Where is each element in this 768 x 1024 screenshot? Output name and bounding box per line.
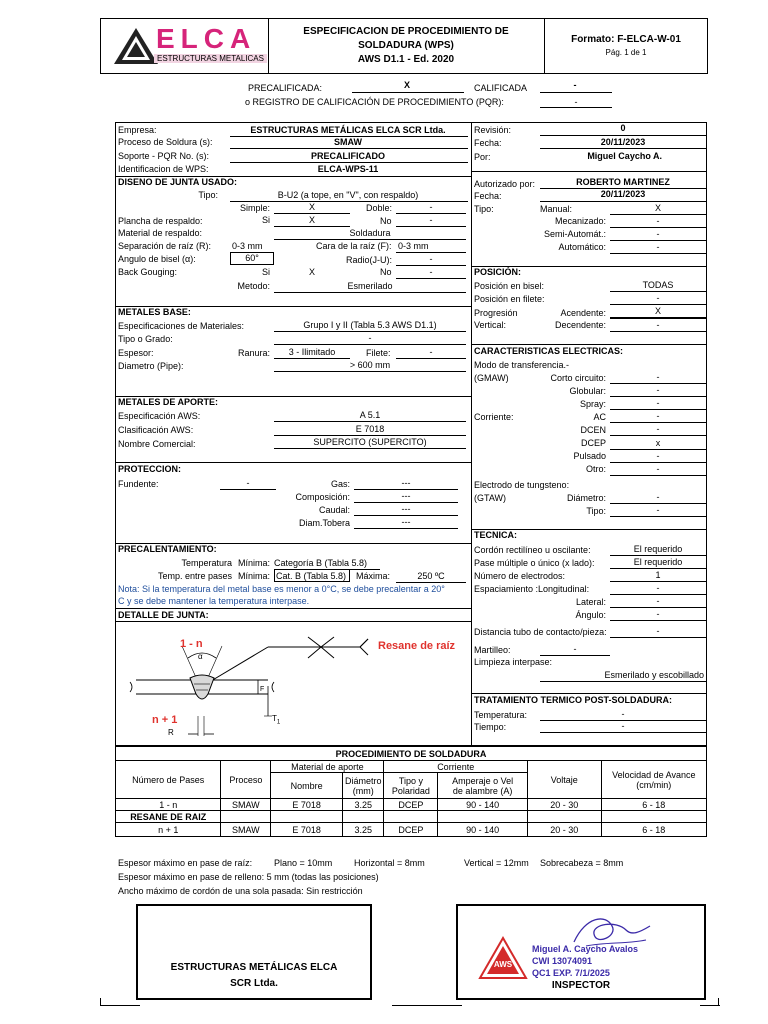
esp-long-value: - <box>656 583 660 593</box>
dcen-label: DCEN <box>580 425 606 435</box>
preheat-temp-value: Categoría B (Tabla 5.8) <box>274 558 368 568</box>
pwht-tiempo-value: - <box>621 721 625 731</box>
procedure-title: PROCEDIMIENTO DE SOLDADURA <box>116 747 707 761</box>
otro-label: Otro: <box>585 464 606 474</box>
acend-label: Acendente: <box>560 308 606 318</box>
material-value: Soldadura <box>349 228 391 238</box>
esp-label: Espaciamiento :Longitudinal: <box>474 584 590 594</box>
filler-nombre-label: Nombre Comercial: <box>118 439 196 449</box>
filler-espec-label: Especificación AWS: <box>118 411 201 421</box>
back-label: Back Gouging: <box>118 267 178 277</box>
base-tipo-value: - <box>368 333 372 343</box>
preheat-note-1: Nota: Si la temperatura del metal base es menor a 0°C, se debe precalentar a 20° <box>118 584 445 594</box>
tung-diam-value: - <box>656 492 660 502</box>
mecanizado-label: Mecanizado: <box>554 216 606 226</box>
preheat-note-2: C y se debe mantener la temperatura interpase. <box>118 596 310 606</box>
tobera-value: --- <box>401 517 411 527</box>
plancha-no-label: No <box>380 216 392 226</box>
bisel-value: TODAS <box>642 280 674 290</box>
globular-label: Globular: <box>569 386 606 396</box>
entre-min-value: Cat. B (Tabla 5.8) <box>276 571 347 581</box>
inspector-label: INSPECTOR <box>551 980 611 991</box>
cordon-value: El requerido <box>633 544 683 554</box>
mecanizado-value: - <box>656 216 660 226</box>
autorizado-value: ROBERTO MARTINEZ <box>576 177 670 187</box>
h-voltaje: Voltaje <box>527 761 601 799</box>
stamp-line-2: CWI 13074091 <box>532 956 593 966</box>
corto-label: Corto circuito: <box>550 373 606 383</box>
label-t: $T_1$ <box>272 714 281 726</box>
weld-v-symbol <box>308 637 334 647</box>
lateral-value: - <box>656 596 660 606</box>
fundente-value: - <box>246 478 250 488</box>
tung-tipo-value: - <box>656 505 660 515</box>
pwht-temp-label: Temperatura: <box>474 710 528 720</box>
ancho-note: Ancho máximo de cordón de una sola pasada: Sin restricción <box>118 886 363 896</box>
auto-label: Automático: <box>558 242 606 252</box>
weld-bead <box>190 675 214 699</box>
table-row: 1 - n SMAW E 7018 3.25 DCEP 90 - 140 20 - 30 6 - 18 <box>116 799 707 811</box>
plancha-no: - <box>429 215 433 225</box>
sobrecabeza-value: Sobrecabeza = 8mm <box>540 858 624 868</box>
pulsado-value: - <box>656 451 660 461</box>
radio-value: - <box>429 254 433 264</box>
plancha-x: X <box>308 215 315 225</box>
label-1-n: 1 - n <box>180 638 203 650</box>
acend-value: X <box>654 306 661 316</box>
radio-label: Radio(J-U): <box>346 255 393 265</box>
tung-label: Electrodo de tungsteno: <box>474 480 570 490</box>
separacion-value: 0-3 mm <box>232 241 263 251</box>
material-label: Material de respaldo: <box>118 228 203 238</box>
dcen-value: - <box>656 424 660 434</box>
tipo-label: Tipo: <box>474 204 494 214</box>
martillo-label: Martilleo: <box>474 645 511 655</box>
simple-value: X <box>308 202 315 212</box>
label-n-1: n + 1 <box>152 714 178 726</box>
weld-v-symbol-lower <box>308 647 334 658</box>
doc-title-2: SOLDADURA (WPS) <box>358 40 454 51</box>
globular-value: - <box>656 385 660 395</box>
dist-value: - <box>656 626 660 636</box>
max-value: 250 ºC <box>417 571 445 581</box>
modo-label: Modo de transferencia.- <box>474 360 570 370</box>
page-number: Pág. 1 de 1 <box>605 48 647 57</box>
raiz-label: Espesor máximo en pase de raíz: <box>118 858 253 868</box>
tung-tipo-label: Tipo: <box>586 506 606 516</box>
proceso-label: Proceso de Soldura (s): <box>118 137 213 147</box>
simple-label: Simple: <box>239 203 270 213</box>
electrical-heading: CARACTERISTICAS ELECTRICAS: <box>474 346 624 356</box>
pqr-value: - <box>574 97 578 107</box>
h-material: Material de aporte <box>271 761 384 773</box>
ranura-value: 3 - Ilimitado <box>288 347 336 357</box>
plano-value: Plano = 10mm <box>274 858 333 868</box>
company-logo <box>112 24 264 68</box>
filete-pos-value: - <box>656 293 660 303</box>
fecha2-value: 20/11/2023 <box>600 189 646 199</box>
tung-diam-label: Diámetro: <box>566 493 606 503</box>
por-value: Miguel Caycho A. <box>587 151 662 161</box>
num-value: 1 <box>655 570 661 580</box>
filler-nombre-value: SUPERCITO (SUPERCITO) <box>313 437 427 447</box>
precal-label: PRECALIFICADA: <box>248 83 323 93</box>
spray-label: Spray: <box>579 399 606 409</box>
doble-value: - <box>429 202 433 212</box>
limpieza-value: Esmerilado y escobillado <box>604 670 704 680</box>
horizontal-value: Horizontal = 8mm <box>354 858 425 868</box>
limpieza-label: Limpieza interpase: <box>474 657 553 667</box>
label-f: F <box>260 686 265 693</box>
format-code: Formato: F-ELCA-W-01 <box>571 34 681 45</box>
h-nombre: Nombre <box>271 773 343 799</box>
filler-clasif-value: E 7018 <box>355 424 385 434</box>
stamp-line-3: QC1 EXP. 7/1/2025 <box>532 968 610 978</box>
angulo-label: Angulo de bisel (α): <box>118 254 196 264</box>
por-label: Por: <box>474 152 491 162</box>
corriente-label: Corriente: <box>474 412 514 422</box>
protection-heading: PROTECCION: <box>118 464 181 474</box>
resane-label: RESANE DE RAIZ <box>116 811 221 823</box>
base-espec-label: Especificaciones de Materiales: <box>118 321 245 331</box>
manual-value: X <box>654 203 661 213</box>
caudal-value: --- <box>401 504 411 514</box>
angulo-tec-label: Ángulo: <box>575 610 606 620</box>
doc-title-1: ESPECIFICACION DE PROCEDIMIENTO DE <box>303 26 509 37</box>
cara-value: 0-3 mm <box>398 241 429 251</box>
precal-value: X <box>403 80 410 90</box>
preheat-min-label: Mínima: <box>238 558 271 568</box>
auto-value: - <box>656 242 660 252</box>
filler-espec-value: A 5.1 <box>359 410 381 420</box>
filler-heading: METALES DE APORTE: <box>118 397 219 407</box>
dcep-label: DCEP <box>580 438 606 448</box>
num-label: Número de electrodos: <box>474 571 566 581</box>
revision-label: Revisión: <box>474 125 512 135</box>
caudal-label: Caudal: <box>318 505 350 515</box>
preheat-temp-label: Temperatura <box>181 558 232 568</box>
calif-value: - <box>573 80 577 90</box>
soporte-label: Soporte - PQR No. (s): <box>118 151 210 161</box>
aws-stamp <box>478 936 528 980</box>
entre-label: Temp. entre pases <box>157 571 232 581</box>
bisel-label: Posición en bisel: <box>474 281 545 291</box>
position-heading: POSICIÓN: <box>474 267 522 277</box>
angulo-tec-value: - <box>656 609 660 619</box>
lateral-label: Lateral: <box>575 597 606 607</box>
metodo-label: Metodo: <box>237 281 270 291</box>
cordon-label: Cordón rectilíneo u oscilante: <box>474 545 591 555</box>
doble-label: Doble: <box>366 203 393 213</box>
fecha-value: 20/11/2023 <box>600 137 646 147</box>
label-alpha: α <box>198 652 203 661</box>
spray-value: - <box>656 398 660 408</box>
joint-heading: DISENO DE JUNTA USADO: <box>118 177 238 187</box>
decend-label: Decendente: <box>554 320 606 330</box>
company-line-2: SCR Ltda. <box>230 978 278 989</box>
fecha2-label: Fecha: <box>474 191 502 201</box>
pwht-temp-value: - <box>621 709 625 719</box>
separacion-label: Separación de raíz (R): <box>118 241 212 251</box>
pase-label: Pase múltiple o único (x lado): <box>474 558 595 568</box>
filler-clasif-label: Clasificación AWS: <box>118 425 194 435</box>
preheat-heading: PRECALENTAMIENTO: <box>118 544 217 554</box>
pwht-heading: TRATAMIENTO TERMICO POST-SOLDADURA: <box>474 695 672 705</box>
filete-label: Filete: <box>366 348 391 358</box>
angulo-value: 60° <box>245 253 259 263</box>
back-x: X <box>308 267 315 277</box>
label-resane: Resane de raíz <box>378 640 456 652</box>
martillo-value: - <box>573 644 577 654</box>
aws-stamp-text: AWS <box>493 960 513 969</box>
diametro-value: > 600 mm <box>349 360 391 370</box>
label-r: R <box>168 728 174 737</box>
joint-tipo-label: Tipo: <box>198 190 218 200</box>
entre-min-label: Mínima: <box>238 571 271 581</box>
metodo-value: Esmerilado <box>347 281 393 291</box>
empresa-value: ESTRUCTURAS METÁLICAS ELCA SCR Ltda. <box>250 125 446 135</box>
dcep-value: x <box>655 438 661 448</box>
logo-subtitle: ESTRUCTURAS METALICAS <box>154 54 267 63</box>
diametro-label: Diametro (Pipe): <box>118 361 184 371</box>
pase-value: El requerido <box>633 557 683 567</box>
back-no-label: No <box>380 267 392 277</box>
base-espec-value: Grupo I y II (Tabla 5.3 AWS D1.1) <box>303 320 437 330</box>
joint-detail-diagram <box>118 624 468 742</box>
procedure-table <box>115 746 707 837</box>
aws-seal-icon <box>478 936 528 980</box>
h-tipo: Tipo y Polaridad <box>384 773 438 799</box>
plate-left <box>136 680 200 694</box>
table-row: n + 1 SMAW E 7018 3.25 DCEP 90 - 140 20 - 30 6 - 18 <box>116 823 707 837</box>
technique-heading: TECNICA: <box>474 530 517 540</box>
wps-label: Identificacion de WPS: <box>118 164 209 174</box>
plancha-label: Plancha de respaldo: <box>118 216 203 226</box>
logo-triangle-icon <box>112 26 160 66</box>
stamp-line-1: Miguel A. Caycho Avalos <box>532 944 639 954</box>
filete-value: - <box>429 347 433 357</box>
espesor-label: Espesor: <box>118 348 154 358</box>
manual-label: Manual: <box>540 204 573 214</box>
h-pases: Número de Pases <box>116 761 221 799</box>
comp-value: --- <box>401 491 411 501</box>
vertical-label: Vertical: <box>474 320 507 330</box>
pulsado-label: Pulsado <box>573 451 606 461</box>
h-diametro: Diámetro (mm) <box>342 773 384 799</box>
fecha-label: Fecha: <box>474 138 502 148</box>
gas-value: --- <box>401 478 411 488</box>
joint-tipo-value: B-U2 (a tope, en "V", con respaldo) <box>277 190 419 200</box>
revision-value: 0 <box>620 123 626 133</box>
empresa-label: Empresa: <box>118 125 157 135</box>
pqr-label: o REGISTRO DE CALIFICACIÓN DE PROCEDIMIENTO (PQR): <box>245 97 504 107</box>
proceso-value: SMAW <box>334 137 362 147</box>
back-si: Si <box>261 267 270 277</box>
semi-value: - <box>656 229 660 239</box>
gmaw-label: (GMAW) <box>474 373 509 383</box>
calif-label: CALIFICADA <box>474 83 528 93</box>
weld-arrow-line <box>206 647 268 684</box>
ac-value: - <box>656 411 660 421</box>
base-tipo-label: Tipo o Grado: <box>118 334 173 344</box>
gtaw-label: (GTAW) <box>474 493 506 503</box>
ac-label: AC <box>593 412 606 422</box>
tobera-label: Diam.Tobera <box>298 518 350 528</box>
h-proceso: Proceso <box>221 761 271 799</box>
fundente-label: Fundente: <box>118 479 159 489</box>
gas-label: Gas: <box>330 479 350 489</box>
semi-label: Semi-Automát.: <box>543 229 606 239</box>
soporte-value: PRECALIFICADO <box>311 151 385 161</box>
wps-value: ELCA-WPS-11 <box>317 164 379 174</box>
plancha-si: Si <box>261 215 270 225</box>
back-no: - <box>429 267 433 277</box>
dist-label: Distancia tubo de contacto/pieza: <box>474 627 607 637</box>
autorizado-label: Autorizado por: <box>474 179 536 189</box>
h-velocidad: Velocidad de Avance (cm/min) <box>601 761 706 799</box>
company-line-1: ESTRUCTURAS METÁLICAS ELCA <box>170 962 338 973</box>
ranura-label: Ranura: <box>238 348 271 358</box>
otro-value: - <box>656 464 660 474</box>
pwht-tiempo-label: Tiempo: <box>474 722 507 732</box>
max-label: Máxima: <box>356 571 391 581</box>
filete-pos-label: Posición en filete: <box>474 294 545 304</box>
h-corriente: Corriente <box>384 761 527 773</box>
detail-heading: DETALLE DE JUNTA: <box>118 610 209 620</box>
h-amperaje: Amperaje o Vel de alambre (A) <box>438 773 528 799</box>
doc-title-3: AWS D1.1 - Ed. 2020 <box>357 54 455 65</box>
decend-value: - <box>656 320 660 330</box>
comp-label: Composición: <box>295 492 350 502</box>
cara-label: Cara de la raíz (F): <box>316 241 392 251</box>
vertical-value: Vertical = 12mm <box>464 858 529 868</box>
progresion-label: Progresión <box>474 308 518 318</box>
base-heading: METALES BASE: <box>118 307 191 317</box>
logo-text: ELCA <box>156 23 257 54</box>
relleno-note: Espesor máximo en pase de relleno: 5 mm (todas las posiciones) <box>118 872 379 882</box>
corto-value: - <box>656 372 660 382</box>
